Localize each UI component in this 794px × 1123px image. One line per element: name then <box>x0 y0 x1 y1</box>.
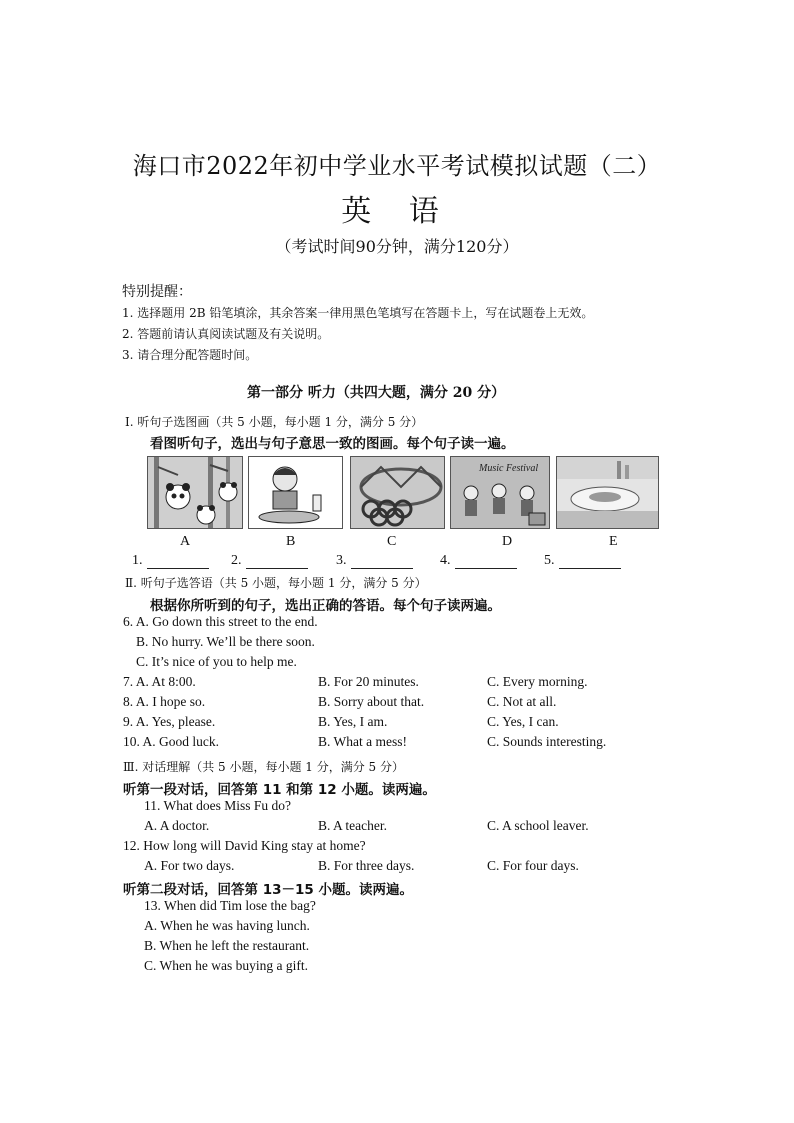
question-10: 10. A. Good luck. <box>123 734 219 749</box>
question-12-option-c: C. For four days. <box>487 858 579 873</box>
question-7: 7. A. At 8:00. <box>123 674 196 689</box>
question-10-option-c: C. Sounds interesting. <box>487 734 607 749</box>
question-12-option-b: B. For three days. <box>318 858 415 873</box>
question-6-option-c: C. It’s nice of you to help me. <box>136 654 297 669</box>
question-10-option-b: B. What a mess! <box>318 734 407 749</box>
answer-blank-2[interactable]: 2. <box>231 553 308 569</box>
question-11-option-b: B. A teacher. <box>318 818 387 833</box>
note-item: 2. 答题前请认真阅读试题及有关说明。 <box>122 327 330 341</box>
subject-title: 英 语 <box>341 194 453 229</box>
question-9-option-c: C. Yes, I can. <box>487 714 559 729</box>
dialog-2-instruction: 听第二段对话，回答第 13－15 小题。读两遍。 <box>123 882 413 898</box>
picture-c-stadium <box>350 456 445 529</box>
picture-a-pandas <box>147 456 243 529</box>
question-9-option-b: B. Yes, I am. <box>318 714 388 729</box>
section-ii-title: Ⅱ. 听句子选答语（共 5 小题，每小题 1 分，满分 5 分） <box>125 576 427 590</box>
question-12: 12. How long will David King stay at home? <box>123 838 366 853</box>
question-6-option-b: B. No hurry. We’ll be there soon. <box>136 634 315 649</box>
picture-label-d: D <box>502 534 513 549</box>
question-13-option-c: C. When he was buying a gift. <box>144 958 308 973</box>
answer-blank-1[interactable]: 1. <box>132 553 209 569</box>
poster-text: Music Festival <box>479 463 539 474</box>
question-8-option-b: B. Sorry about that. <box>318 694 425 709</box>
picture-d-music-festival <box>450 456 550 529</box>
question-9: 9. A. Yes, please. <box>123 714 216 729</box>
answer-blank-3[interactable]: 3. <box>336 553 413 569</box>
picture-label-e: E <box>609 534 618 549</box>
question-11-option-a: A. A doctor. <box>144 818 210 833</box>
dialog-1-instruction: 听第一段对话，回答第 11 和第 12 小题。读两遍。 <box>123 782 436 798</box>
question-13-option-a: A. When he was having lunch. <box>144 918 310 933</box>
exam-title: 海口市2022年初中学业水平考试模拟试题（二） <box>132 152 662 180</box>
picture-label-a: A <box>180 534 191 549</box>
notes-heading: 特别提醒： <box>122 284 192 300</box>
section-i-instruction: 看图听句子，选出与句子意思一致的图画。每个句子读一遍。 <box>150 436 515 452</box>
question-11-option-c: C. A school leaver. <box>487 818 589 833</box>
section-ii-instruction: 根据你所听到的句子，选出正确的答语。每个句子读两遍。 <box>150 598 501 614</box>
question-8-option-c: C. Not at all. <box>487 694 557 709</box>
question-7-option-b: B. For 20 minutes. <box>318 674 419 689</box>
picture-e-building <box>556 456 659 529</box>
question-11: 11. What does Miss Fu do? <box>144 798 291 813</box>
question-13: 13. When did Tim lose the bag? <box>144 898 316 913</box>
question-8: 8. A. I hope so. <box>123 694 206 709</box>
question-6: 6. A. Go down this street to the end. <box>123 614 318 629</box>
question-7-option-c: C. Every morning. <box>487 674 588 689</box>
question-12-option-a: A. For two days. <box>144 858 235 873</box>
picture-b-boy-eating <box>248 456 343 529</box>
part1-title: 第一部分 听力（共四大题，满分 20 分） <box>247 385 506 401</box>
answer-blank-4[interactable]: 4. <box>440 553 517 569</box>
note-item: 1. 选择题用 2B 铅笔填涂，其余答案一律用黑色笔填写在答题卡上，写在试题卷上无效。 <box>122 306 594 320</box>
note-item: 3. 请合理分配答题时间。 <box>122 348 258 362</box>
picture-label-c: C <box>387 534 397 549</box>
answer-blank-5[interactable]: 5. <box>544 553 621 569</box>
picture-label-b: B <box>286 534 296 549</box>
section-i-title: Ⅰ. 听句子选图画（共 5 小题，每小题 1 分，满分 5 分） <box>125 415 424 429</box>
question-13-option-b: B. When he left the restaurant. <box>144 938 310 953</box>
section-iii-title: Ⅲ. 对话理解（共 5 小题，每小题 1 分，满分 5 分） <box>123 760 404 774</box>
exam-duration: （考试时间90分钟，满分120分） <box>275 237 519 256</box>
